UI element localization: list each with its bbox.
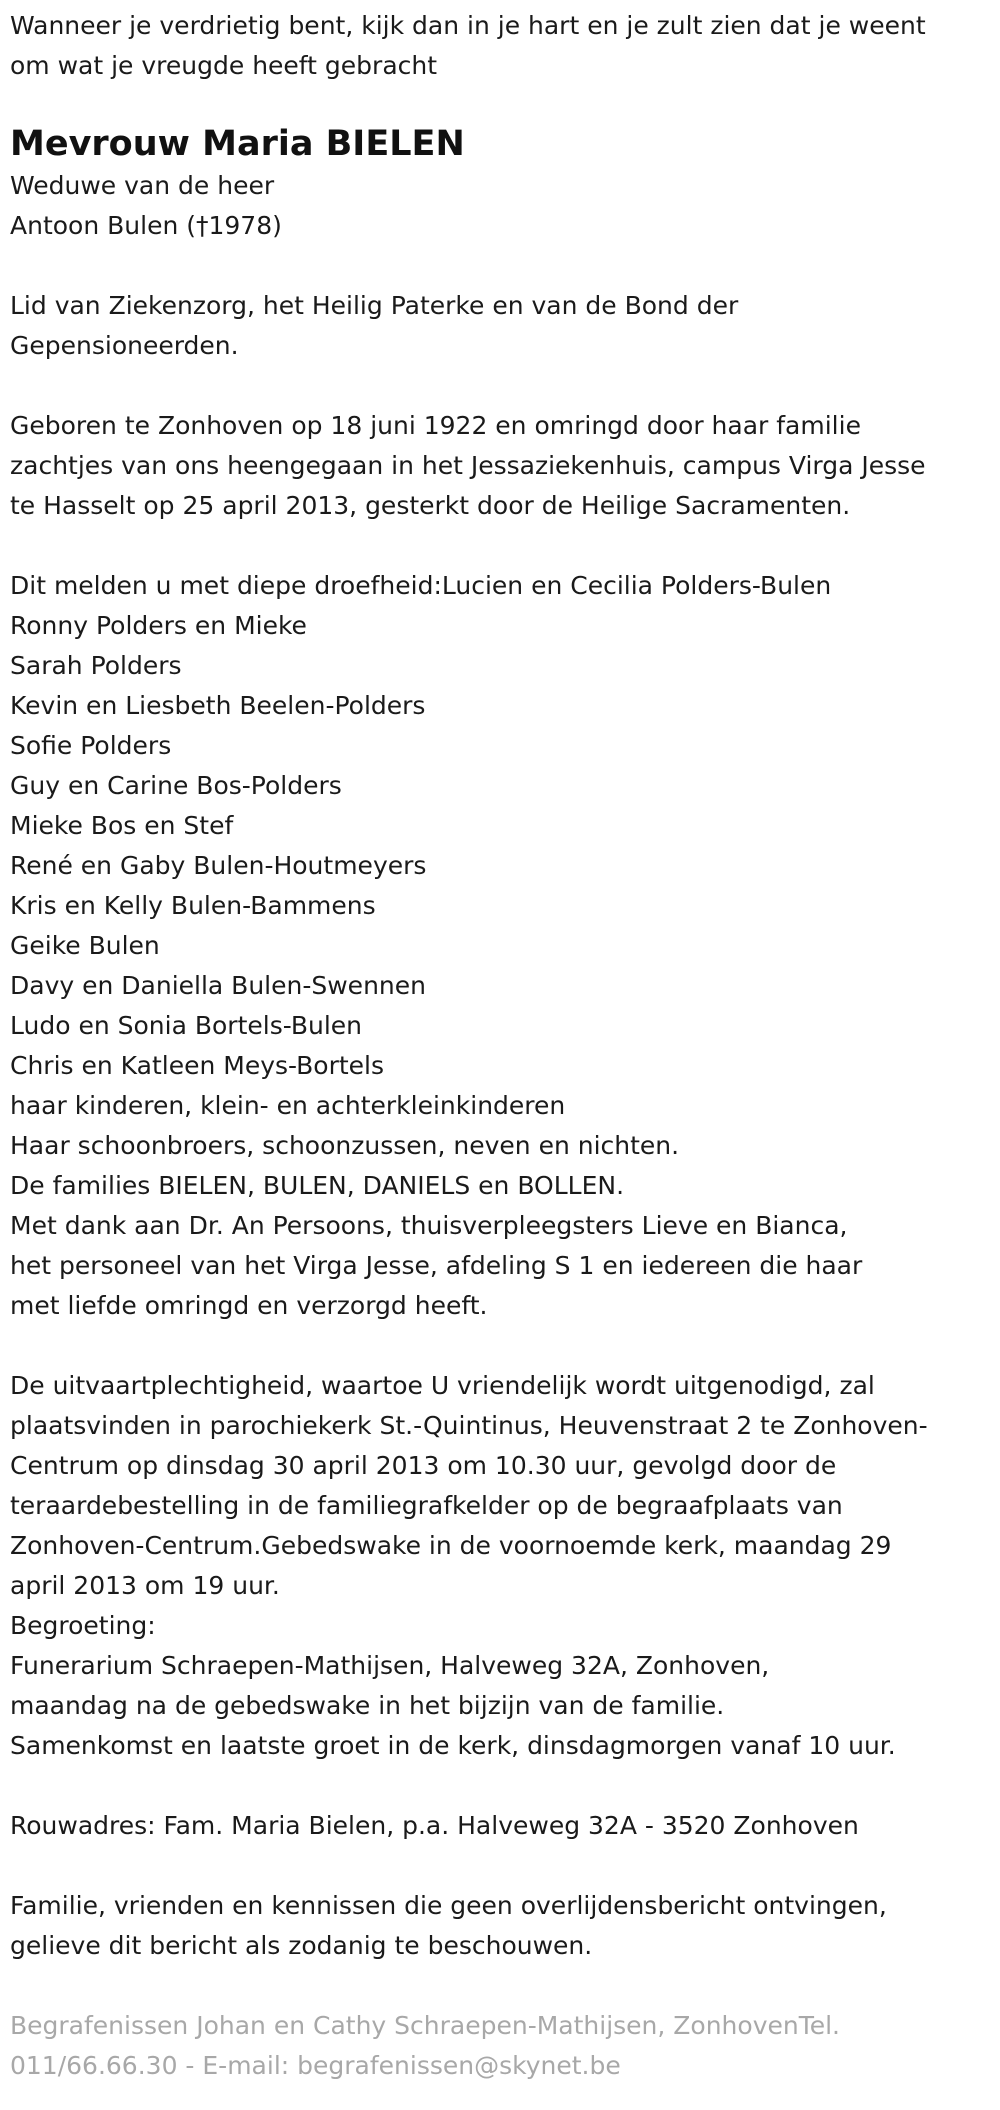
notice-line: Familie, vrienden en kennissen die geen overlijdensbericht ontvingen,: [10, 1891, 887, 1920]
funeral-line: teraardebestelling in de familiegrafkelder op de begraafplaats van: [10, 1491, 843, 1520]
funeral-line: Zonhoven-Centrum.Gebedswake in de voornoemde kerk, maandag 29: [10, 1531, 892, 1560]
spacer: [10, 1326, 990, 1366]
family-block: [10, 566, 990, 1326]
birth-death-block: [10, 406, 990, 526]
deceased-name-title: Mevrouw Maria BIELEN: [10, 124, 465, 164]
family-line: Ludo en Sonia Bortels-Bulen: [10, 1011, 363, 1040]
footer-line: 011/66.66.30 - E-mail: begrafenissen@skynet.be: [10, 2051, 621, 2080]
membership-line: Lid van Ziekenzorg, het Heilig Paterke en van de Bond der: [10, 291, 739, 320]
spacer: [10, 1966, 990, 2006]
funeral-line: De uitvaartplechtigheid, waartoe U vriendelijk wordt uitgenodigd, zal: [10, 1371, 875, 1400]
family-line: met liefde omringd en verzorgd heeft.: [10, 1291, 488, 1320]
footer-line: Begrafenissen Johan en Cathy Schraepen-Mathijsen, ZonhovenTel.: [10, 2011, 841, 2040]
family-line: Ronny Polders en Mieke: [10, 611, 307, 640]
funeral-home-footer: [10, 2006, 990, 2086]
address-block: [10, 1806, 990, 1846]
funeral-line: plaatsvinden in parochiekerk St.-Quintinus, Heuvenstraat 2 te Zonhoven-: [10, 1411, 928, 1440]
family-line: Sofie Polders: [10, 731, 172, 760]
family-line: Davy en Daniella Bulen-Swennen: [10, 971, 426, 1000]
family-line: Met dank aan Dr. An Persoons, thuisverpleegsters Lieve en Bianca,: [10, 1211, 848, 1240]
notice-block: [10, 1886, 990, 1966]
membership-line: Gepensioneerden.: [10, 331, 239, 360]
family-line: René en Gaby Bulen-Houtmeyers: [10, 851, 427, 880]
notice-line: gelieve dit bericht als zodanig te beschouwen.: [10, 1931, 593, 1960]
family-line: Geike Bulen: [10, 931, 160, 960]
spacer: [10, 1766, 990, 1806]
family-line: het personeel van het Virga Jesse, afdeling S 1 en iedereen die haar: [10, 1251, 863, 1280]
quote-line: om wat je vreugde heeft gebracht: [10, 51, 438, 80]
spacer: [10, 366, 990, 406]
funeral-line: Funerarium Schraepen-Mathijsen, Halveweg 32A, Zonhoven,: [10, 1651, 770, 1680]
opening-quote: [10, 6, 990, 86]
funeral-line: april 2013 om 19 uur.: [10, 1571, 280, 1600]
spacer: [10, 246, 990, 286]
spacer: [10, 1846, 990, 1886]
membership-block: [10, 286, 990, 366]
family-line: Sarah Polders: [10, 651, 182, 680]
intro-line: Weduwe van de heer: [10, 171, 275, 200]
family-line: Mieke Bos en Stef: [10, 811, 234, 840]
family-line: Dit melden u met diepe droefheid:Lucien en Cecilia Polders-Bulen: [10, 571, 832, 600]
family-line: Kris en Kelly Bulen-Bammens: [10, 891, 376, 920]
family-line: haar kinderen, klein- en achterkleinkinderen: [10, 1091, 566, 1120]
birth-death-line: Geboren te Zonhoven op 18 juni 1922 en omringd door haar familie: [10, 411, 861, 440]
funeral-line: Centrum op dinsdag 30 april 2013 om 10.30 uur, gevolgd door de: [10, 1451, 837, 1480]
quote-line: Wanneer je verdrietig bent, kijk dan in je hart en je zult zien dat je weent: [10, 11, 926, 40]
family-line: De families BIELEN, BULEN, DANIELS en BOLLEN.: [10, 1171, 625, 1200]
family-line: Kevin en Liesbeth Beelen-Polders: [10, 691, 426, 720]
funeral-line: Samenkomst en laatste groet in de kerk, dinsdagmorgen vanaf 10 uur.: [10, 1731, 896, 1760]
address-line: Rouwadres: Fam. Maria Bielen, p.a. Halveweg 32A - 3520 Zonhoven: [10, 1811, 859, 1840]
funeral-line: Begroeting:: [10, 1611, 156, 1640]
family-line: Haar schoonbroers, schoonzussen, neven en nichten.: [10, 1131, 680, 1160]
funeral-block: [10, 1366, 990, 1766]
family-line: Guy en Carine Bos-Polders: [10, 771, 342, 800]
spacer: [10, 526, 990, 566]
birth-death-line: zachtjes van ons heengegaan in het Jessaziekenhuis, campus Virga Jesse: [10, 451, 926, 480]
intro-block: [10, 166, 990, 246]
family-line: Chris en Katleen Meys-Bortels: [10, 1051, 385, 1080]
funeral-line: maandag na de gebedswake in het bijzijn van de familie.: [10, 1691, 725, 1720]
birth-death-line: te Hasselt op 25 april 2013, gesterkt door de Heilige Sacramenten.: [10, 491, 851, 520]
intro-line: Antoon Bulen (†1978): [10, 211, 282, 240]
